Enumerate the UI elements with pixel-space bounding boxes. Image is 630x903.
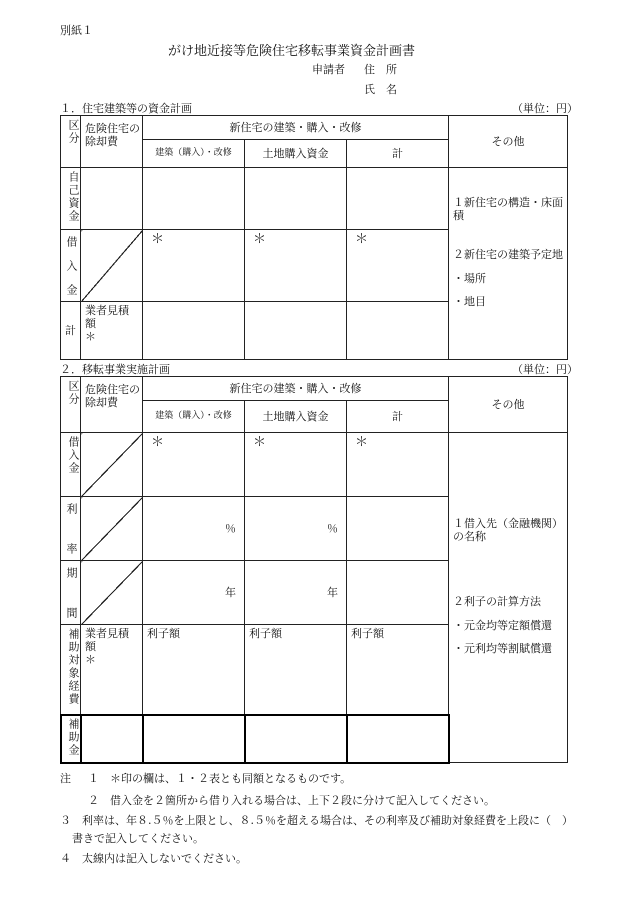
land-header: 土地購入資金 bbox=[245, 400, 347, 432]
period-demolition-diagonal bbox=[81, 561, 143, 625]
other-item: ・元利均等割賦償還 bbox=[453, 641, 553, 655]
loan-total-star[interactable]: ＊ bbox=[347, 230, 449, 302]
period-label: 期間 bbox=[61, 561, 81, 625]
note-item: ２ 借入金を２箇所から借り入れる場合は、上下２段に分けて記入してください。 bbox=[88, 794, 495, 807]
notes-label: 注 bbox=[60, 772, 71, 785]
own-funds-construction[interactable] bbox=[143, 168, 245, 230]
rate-total[interactable] bbox=[347, 497, 449, 561]
relocation-plan-table bbox=[60, 376, 568, 763]
construction-header: 建築（購入）・改修 bbox=[143, 400, 245, 432]
own-funds-label: 自己資金 bbox=[61, 168, 81, 230]
construction-header: 建築（購入）・改修 bbox=[143, 139, 245, 167]
new-house-header: 新住宅の建築・購入・改修 bbox=[143, 116, 449, 140]
subsidy-land bbox=[245, 715, 347, 763]
other-item: ２利子の計算方法 bbox=[453, 595, 542, 609]
section1-unit: （単位：円） bbox=[512, 102, 578, 115]
estimate-star: ＊ bbox=[85, 653, 96, 667]
loan-land-star[interactable]: ＊ bbox=[245, 230, 347, 302]
sum-construction[interactable] bbox=[143, 302, 245, 360]
demolition-header: 危険住宅の除却費 bbox=[81, 116, 143, 168]
other-item: ２新住宅の建築予定地 bbox=[453, 248, 564, 262]
period-land[interactable]: 年 bbox=[245, 561, 347, 625]
loan-land-star[interactable]: ＊ bbox=[245, 433, 347, 497]
new-house-header: 新住宅の建築・購入・改修 bbox=[143, 377, 449, 401]
note-item: ４ 太線内は記入しないでください。 bbox=[60, 852, 247, 865]
section2-unit: （単位：円） bbox=[512, 363, 578, 376]
other-item: １新住宅の構造・床面積 bbox=[453, 196, 564, 223]
estimate-label: 業者見積額 bbox=[85, 304, 129, 331]
own-funds-land[interactable] bbox=[245, 168, 347, 230]
interest-total[interactable]: 利子額 bbox=[347, 625, 449, 715]
period-construction[interactable]: 年 bbox=[143, 561, 245, 625]
own-funds-demolition[interactable] bbox=[81, 168, 143, 230]
document-title: がけ地近接等危険住宅移転事業資金計画書 bbox=[168, 44, 416, 59]
rate-label: 利率 bbox=[61, 497, 81, 561]
demolition-header: 危険住宅の除却費 bbox=[81, 377, 143, 433]
rate-land[interactable]: ％ bbox=[245, 497, 347, 561]
rate-construction[interactable]: ％ bbox=[143, 497, 245, 561]
attachment-label: 別紙１ bbox=[60, 24, 93, 37]
other-item: ・地目 bbox=[453, 294, 487, 308]
subsidy-cost-demolition[interactable] bbox=[81, 625, 143, 715]
total-header: 計 bbox=[347, 139, 449, 167]
loan-label: 借入金 bbox=[61, 230, 81, 302]
applicant-label: 申請者 bbox=[312, 63, 345, 76]
section1-heading: １．住宅建築等の資金計画 bbox=[60, 102, 192, 115]
kubun-header: 区分 bbox=[61, 116, 81, 168]
section1-other-notes bbox=[449, 168, 568, 360]
loan-total-star[interactable]: ＊ bbox=[347, 433, 449, 497]
rate-demolition-diagonal bbox=[81, 497, 143, 561]
name-label: 氏 名 bbox=[364, 83, 397, 96]
section2-other-notes bbox=[449, 433, 568, 763]
other-item: １借入先（金融機関）の名称 bbox=[453, 517, 564, 544]
loan-demolition-diagonal bbox=[81, 433, 143, 497]
kubun-header: 区分 bbox=[61, 377, 81, 433]
section2-heading: ２．移転事業実施計画 bbox=[60, 363, 170, 376]
funding-plan-table bbox=[60, 115, 568, 360]
interest-land[interactable]: 利子額 bbox=[245, 625, 347, 715]
own-funds-total[interactable] bbox=[347, 168, 449, 230]
other-item: ・元金均等定額償還 bbox=[453, 618, 553, 632]
other-item: ・場所 bbox=[453, 271, 487, 285]
subsidy-construction bbox=[143, 715, 245, 763]
loan-construction-star[interactable]: ＊ bbox=[143, 433, 245, 497]
land-header: 土地購入資金 bbox=[245, 139, 347, 167]
address-label: 住 所 bbox=[364, 63, 397, 76]
subsidy-cost-label: 補助対象経費 bbox=[61, 625, 81, 715]
subsidy-label: 補助金 bbox=[61, 715, 81, 763]
subsidy-demolition bbox=[81, 715, 143, 763]
period-total[interactable] bbox=[347, 561, 449, 625]
note-item: 書きで記入してください。 bbox=[72, 832, 204, 845]
interest-construction[interactable]: 利子額 bbox=[143, 625, 245, 715]
note-item: １ ＊印の欄は、１・２表とも同額となるものです。 bbox=[88, 772, 352, 785]
sum-demolition[interactable] bbox=[81, 302, 143, 360]
sum-land[interactable] bbox=[245, 302, 347, 360]
other-header: その他 bbox=[449, 116, 568, 168]
loan-demolition-diagonal bbox=[81, 230, 143, 302]
subsidy-total bbox=[347, 715, 449, 763]
estimate-star: ＊ bbox=[85, 330, 96, 344]
estimate-label: 業者見積額 bbox=[85, 627, 129, 654]
total-header: 計 bbox=[347, 400, 449, 432]
sum-label: 計 bbox=[61, 302, 81, 360]
sum-total[interactable] bbox=[347, 302, 449, 360]
other-header: その他 bbox=[449, 377, 568, 433]
loan-label: 借入金 bbox=[61, 433, 81, 497]
loan-construction-star[interactable]: ＊ bbox=[143, 230, 245, 302]
note-item: ３ 利率は、年８.５％を上限とし、８.５％を超える場合は、その利率及び補助対象経費を上段に（ ） bbox=[60, 814, 573, 827]
